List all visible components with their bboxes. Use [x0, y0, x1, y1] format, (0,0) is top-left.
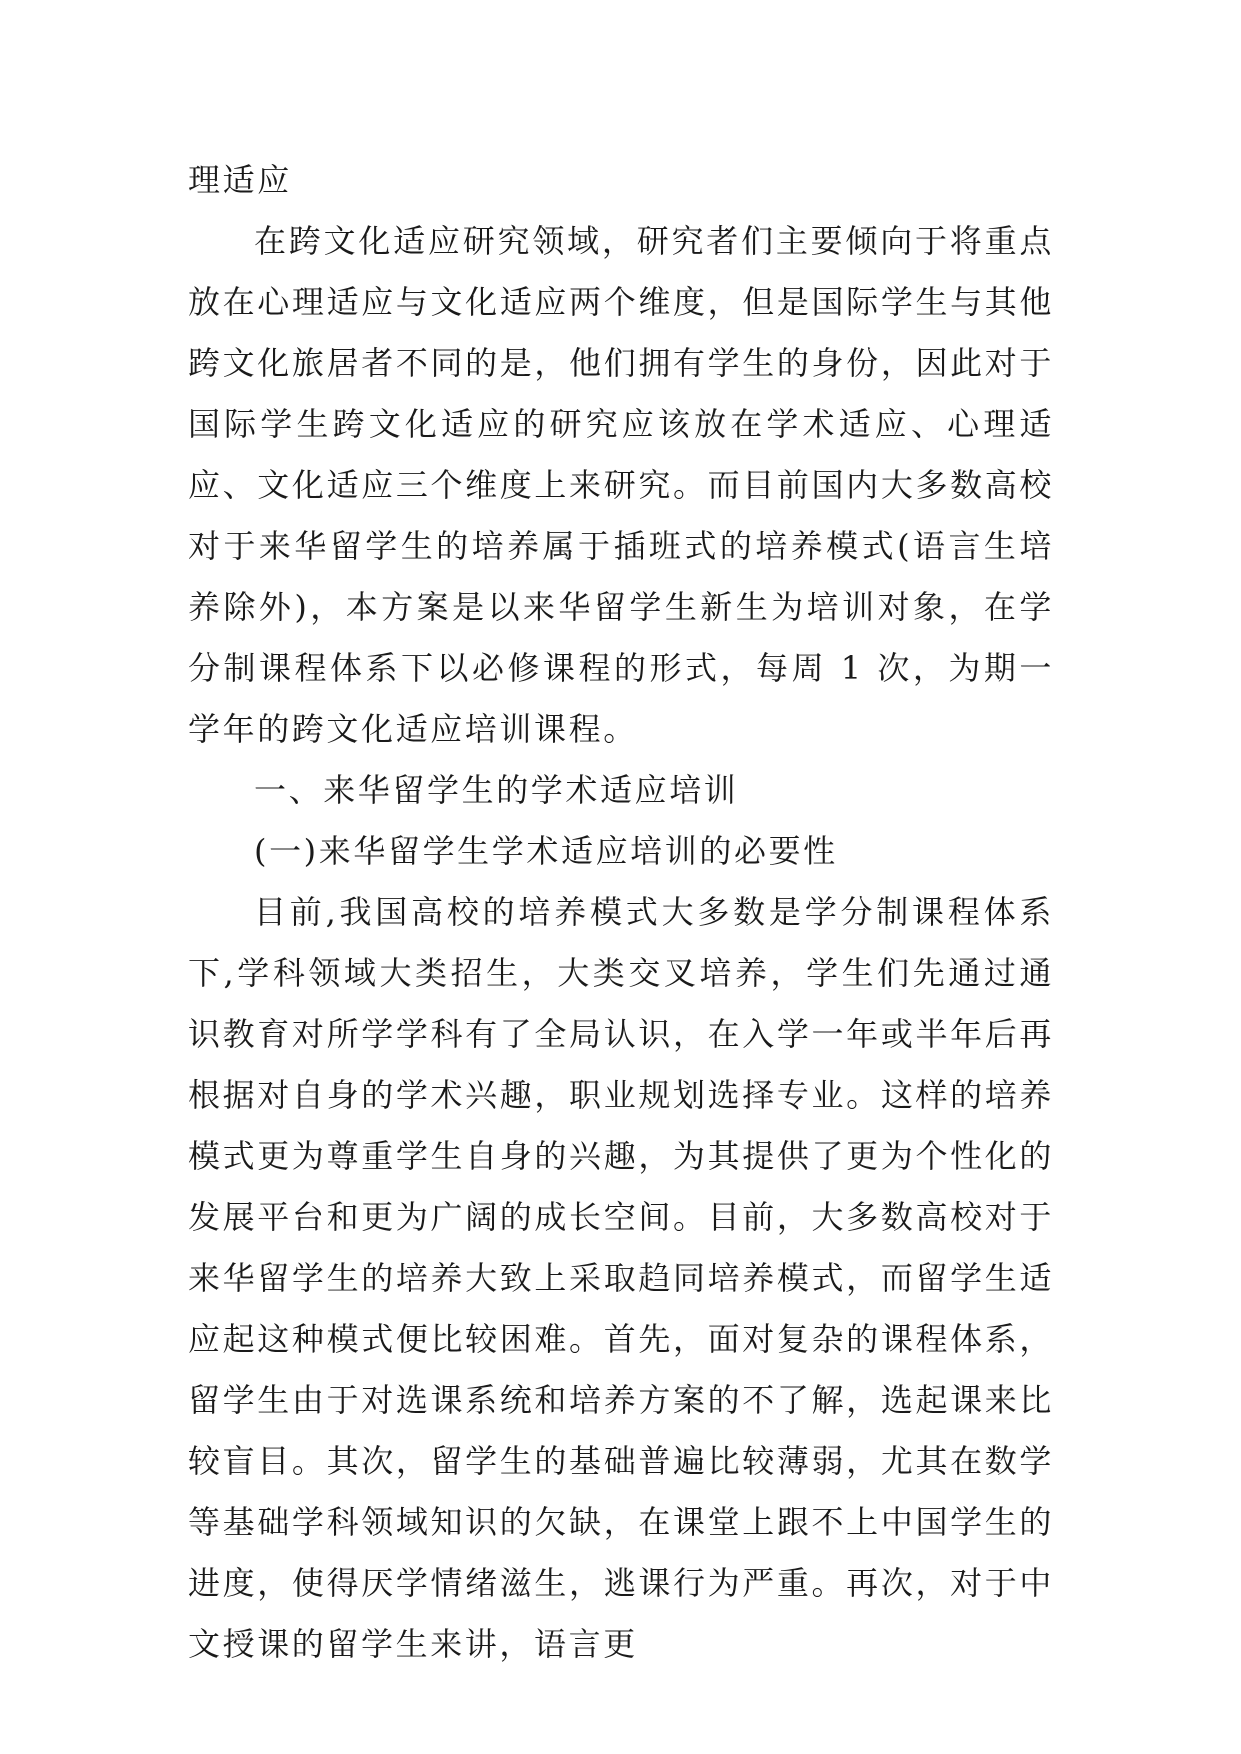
subsection-heading: (一)来华留学生学术适应培训的必要性	[254, 832, 838, 870]
paragraph-continuation: 理适应	[188, 161, 292, 199]
section-heading: 一、来华留学生的学术适应培训	[254, 771, 739, 809]
document-page	[188, 150, 1054, 1675]
paragraph-intro: 在跨文化适应研究领域，研究者们主要倾向于将重点放在心理适应与文化适应两个维度，但是国际学生与其他跨文化旅居者不同的是，他们拥有学生的身份，因此对于国际学生跨文化适应的研究应该放在学术适应、心理适应、文化适应三个维度上来研究。而目前国内大多数高校对于来华留学生的培养属于插班式的培养模式(语言生培养除外)，本方案是以来华留学生新生为培训对象，在学分制课程体系下以必修课程的形式，每周 1 次，为期一学年的跨文化适应培训课程。	[188, 222, 1054, 748]
paragraph-body: 目前,我国高校的培养模式大多数是学分制课程体系下,学科领域大类招生，大类交叉培养，学生们先通过通识教育对所学学科有了全局认识，在入学一年或半年后再根据对自身的学术兴趣，职业规划选择专业。这样的培养模式更为尊重学生自身的兴趣，为其提供了更为个性化的发展平台和更为广阔的成长空间。目前，大多数高校对于来华留学生的培养大致上采取趋同培养模式，而留学生适应起这种模式便比较困难。首先，面对复杂的课程体系，留学生由于对选课系统和培养方案的不了解，选起课来比较盲目。其次，留学生的基础普遍比较薄弱，尤其在数学等基础学科领域知识的欠缺，在课堂上跟不上中国学生的进度，使得厌学情绪滋生，逃课行为严重。再次，对于中文授课的留学生来讲，语言更	[188, 893, 1054, 1663]
